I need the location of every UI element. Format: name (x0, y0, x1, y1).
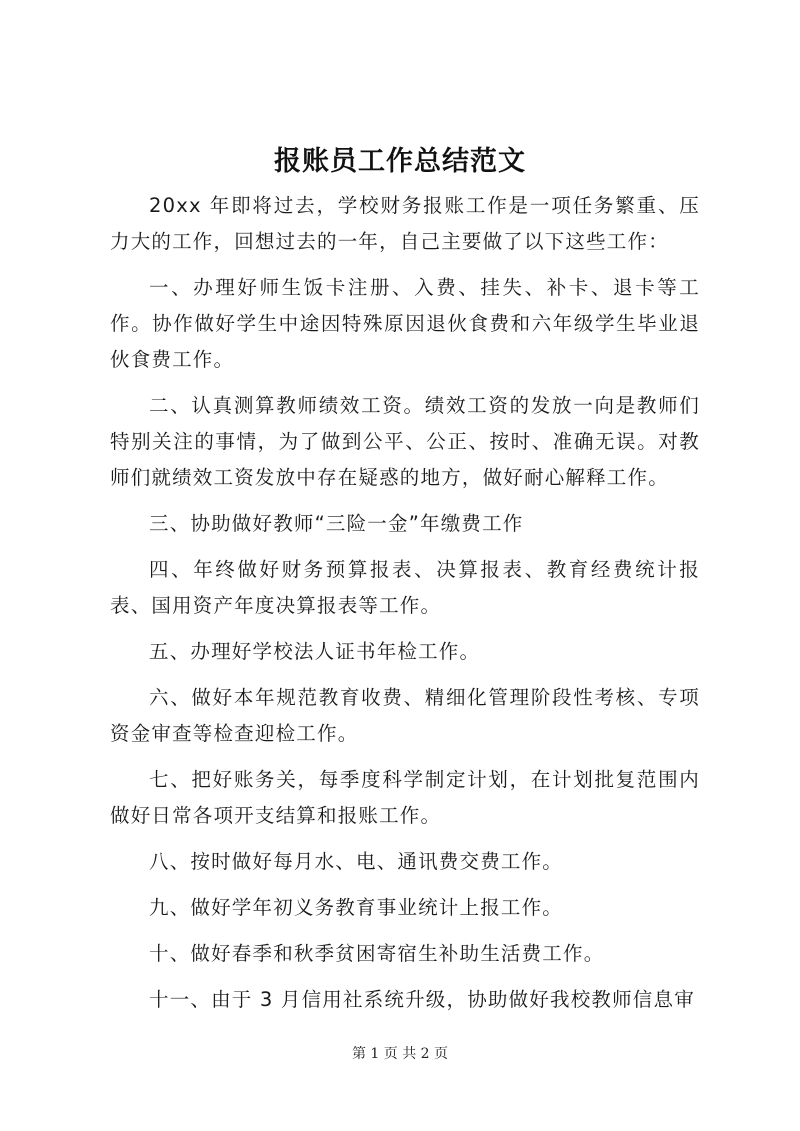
paragraph-item-6: 六、做好本年规范教育收费、精细化管理阶段性考核、专项资金审查等检查迎检工作。 (110, 686, 700, 745)
paragraph-item-1: 一、办理好师生饭卡注册、入费、挂失、补卡、退卡等工作。协作做好学生中途因特殊原因退伙食费和六年级学生毕业退伙食费工作。 (110, 276, 700, 371)
document-title: 报账员工作总结范文 (274, 146, 526, 177)
paragraph-item-5: 五、办理好学校法人证书年检工作。 (149, 640, 481, 663)
paragraph-item-11: 十一、由于 3 月信用社系统升级，协助做好我校教师信息审 (149, 988, 695, 1011)
page-footer: 第 1 页 共 2 页 (351, 1046, 449, 1062)
paragraph-item-9: 九、做好学年初义务教育事业统计上报工作。 (149, 896, 564, 919)
paragraph-intro: 20xx 年即将过去，学校财务报账工作是一项任务繁重、压力大的工作，回想过去的一年，自己主要做了以下这些工作： (110, 194, 700, 253)
paragraph-item-3: 三、协助做好教师“三险一金”年缴费工作 (149, 512, 524, 535)
paragraph-item-10: 十、做好春季和秋季贫困寄宿生补助生活费工作。 (149, 942, 605, 965)
document-body (110, 188, 700, 1028)
paragraph-item-7: 七、把好账务关，每季度科学制定计划，在计划批复范围内做好日常各项开支结算和报账工作。 (110, 768, 700, 827)
paragraph-item-2: 二、认真测算教师绩效工资。绩效工资的发放一向是教师们特别关注的事情，为了做到公平、公正、按时、准确无误。对教师们就绩效工资发放中存在疑惑的地方，做好耐心解释工作。 (110, 394, 700, 489)
paragraph-item-4: 四、年终做好财务预算报表、决算报表、教育经费统计报表、国用资产年度决算报表等工作。 (110, 558, 700, 617)
paragraph-item-8: 八、按时做好每月水、电、通讯费交费工作。 (149, 850, 564, 873)
